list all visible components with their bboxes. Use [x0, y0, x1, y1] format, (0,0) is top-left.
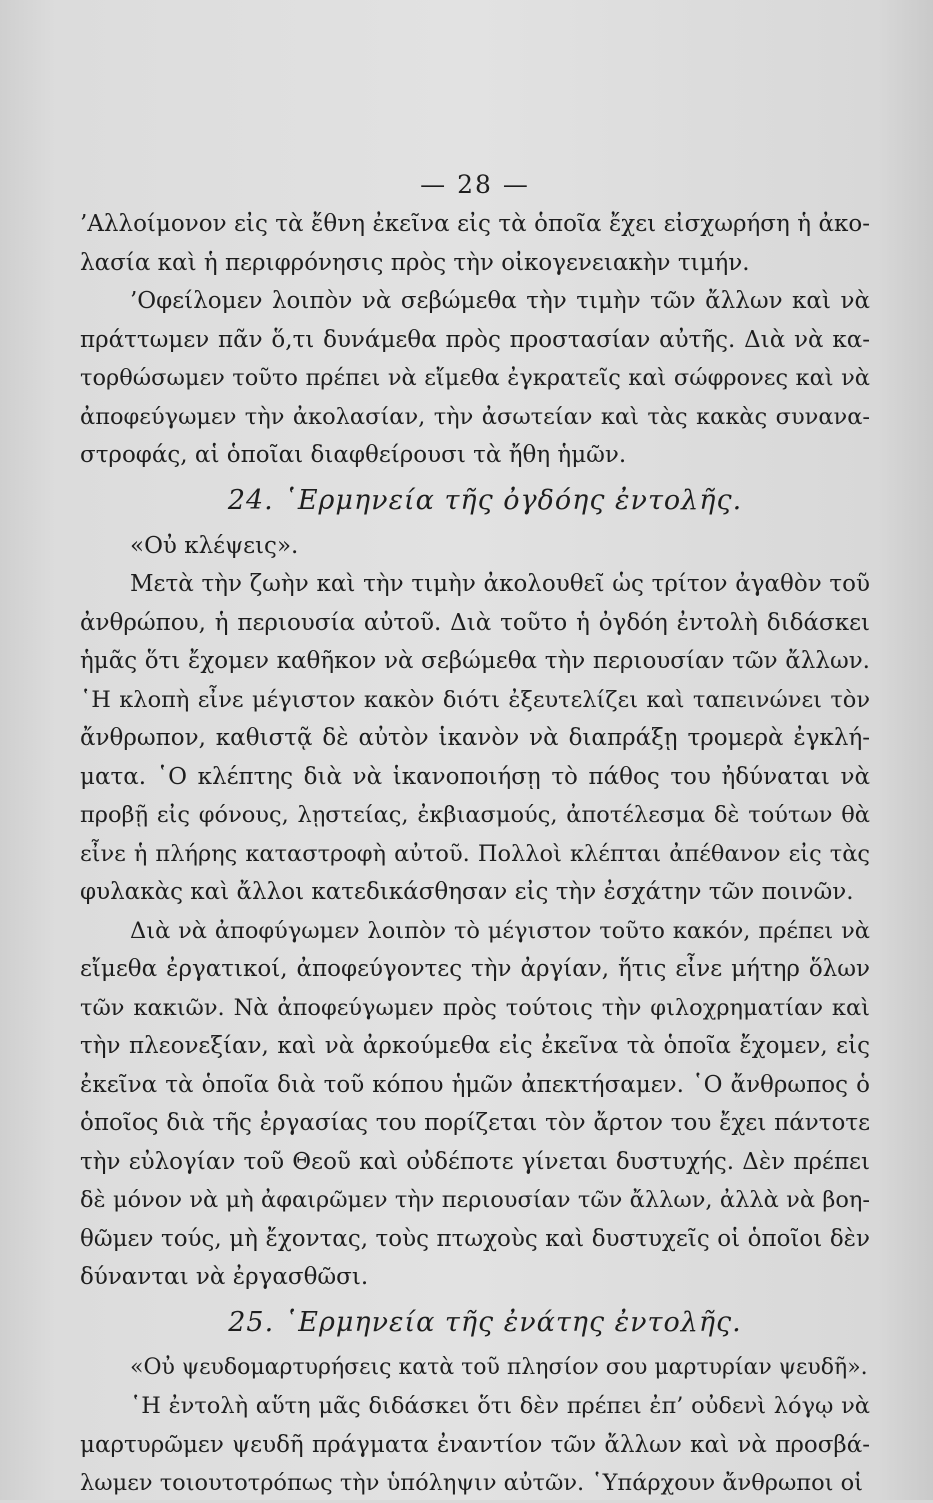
paragraph — [80, 205, 870, 282]
text-line: στροφάς, αἱ ὁποῖαι διαφθείρουσι τὰ ἤθη ἡμῶν. — [80, 442, 627, 468]
text-line: τὴν πλεονεξίαν, καὶ νὰ ἀρκούμεθα εἰς ἐκεῖνα τὰ ὁποῖα ἔχομεν, εἰς — [80, 1033, 870, 1059]
text-line: Μετὰ τὴν ζωὴν καὶ τὴν τιμὴν ἀκολουθεῖ ὡς τρίτον ἀγαθὸν τοῦ — [130, 571, 870, 597]
text-line: φυλακὰς καὶ ἄλλοι κατεδικάσθησαν εἰς τὴν ἐσχάτην τῶν ποινῶν. — [80, 879, 854, 905]
text-line: εἶνε ἡ πλήρης καταστροφὴ αὐτοῦ. Πολλοὶ κλέπται ἀπέθανον εἰς τὰς — [80, 840, 870, 867]
text-line: «Οὐ ψευδομαρτυρήσεις κατὰ τοῦ πλησίον σου μαρτυρίαν ψευδῆ». — [130, 1354, 868, 1380]
text-line: Διὰ νὰ ἀποφύγωμεν λοιπὸν τὸ μέγιστον τοῦτο κακόν, πρέπει νὰ — [130, 917, 870, 944]
text-line: τὴν εὐλογίαν τοῦ Θεοῦ καὶ οὐδέποτε γίνεται δυστυχής. Δὲν πρέπει — [80, 1148, 870, 1175]
text-line: ματα. ῾Ο κλέπτης διὰ νὰ ἱκανοποιήσῃ τὸ πάθος του ἠδύναται νὰ — [80, 763, 870, 790]
text-line: «Οὐ κλέψεις». — [130, 532, 299, 559]
page-content — [80, 170, 870, 1503]
text-line: πράττωμεν πᾶν ὅ,τι δυνάμεθα πρὸς προστασίαν αὐτῆς. Διὰ νὰ κα- — [80, 326, 870, 353]
text-line: τορθώσωμεν τοῦτο πρέπει νὰ εἴμεθα ἐγκρατεῖς καὶ σώφρονες καὶ νὰ — [80, 365, 870, 391]
text-line: ἀποφεύγωμεν τὴν ἀκολασίαν, τὴν ἀσωτείαν καὶ τὰς κακὰς συνανα- — [80, 403, 870, 430]
text-line: ’Οφείλομεν λοιπὸν νὰ σεβώμεθα τὴν τιμὴν τῶν ἄλλων καὶ νὰ — [130, 288, 870, 314]
text-line: τῶν κακιῶν. Νὰ ἀποφεύγωμεν πρὸς τούτοις τὴν φιλοχρηματίαν καὶ — [80, 994, 870, 1021]
text-line: μαρτυρῶμεν ψευδῆ πράγματα ἐναντίον τῶν ἄλλων καὶ νὰ προσβά- — [80, 1431, 870, 1458]
text-line: ῾Η κλοπὴ εἶνε μέγιστον κακὸν διότι ἐξευτελίζει καὶ ταπεινώνει τὸν — [80, 686, 870, 713]
paragraph — [80, 282, 870, 475]
paragraph — [80, 565, 870, 912]
page-number: — 28 — — [420, 170, 530, 199]
paragraph — [80, 912, 870, 1297]
text-line: ἡμᾶς ὅτι ἔχομεν καθῆκον νὰ σεβώμεθα τὴν περιουσίαν τῶν ἄλλων. — [80, 648, 870, 674]
text-line: ἄνθρωπον, καθιστᾷ δὲ αὐτὸν ἱκανὸν νὰ διαπράξῃ τρομερὰ ἐγκλή- — [80, 725, 870, 751]
text-line: δύνανται νὰ ἐργασθῶσι. — [80, 1264, 369, 1290]
text-line: ῾Η ἐντολὴ αὕτη μᾶς διδάσκει ὅτι δὲν πρέπει ἐπ’ οὐδενὶ λόγῳ νὰ — [130, 1393, 870, 1419]
text-line: δὲ μόνον νὰ μὴ ἀφαιρῶμεν τὴν περιουσίαν τῶν ἄλλων, ἀλλὰ νὰ βοη- — [80, 1187, 870, 1213]
text-line: προβῇ εἰς φόνους, λῃστείας, ἐκβιασμούς, ἀποτέλεσμα δὲ τούτων θὰ — [80, 802, 870, 828]
text-line: λασία καὶ ἡ περιφρόνησις πρὸς τὴν οἰκογενειακὴν τιμήν. — [80, 249, 750, 276]
text-line: ἀνθρώπου, ἡ περιουσία αὐτοῦ. Διὰ τοῦτο ἡ ὀγδόη ἐντολὴ διδάσκει — [80, 609, 870, 636]
section-heading: 24. ῾Ερμηνεία τῆς ὀγδόης ἐντολῆς. — [227, 484, 743, 516]
body-text — [80, 205, 870, 1503]
text-line: εἴμεθα ἐργατικοί, ἀποφεύγοντες τὴν ἀργίαν, ἥτις εἶνε μήτηρ ὅλων — [80, 956, 870, 982]
paragraph — [80, 1387, 870, 1503]
text-line: ’Αλλοίμονον εἰς τὰ ἔθνη ἐκεῖνα εἰς τὰ ὁποῖα ἔχει εἰσχωρήση ἡ ἀκο- — [80, 211, 870, 237]
text-line: θῶμεν τούς, μὴ ἔχοντας, τοὺς πτωχοὺς καὶ δυστυχεῖς οἱ ὁποῖοι δὲν — [80, 1225, 870, 1252]
paragraph — [80, 527, 870, 566]
paragraph — [80, 1349, 870, 1388]
text-line: λωμεν τοιουτοτρόπως τὴν ὑπόληψιν αὐτῶν. ῾Υπάρχουν ἄνθρωποι οἱ — [80, 1470, 863, 1496]
text-line: ἐκεῖνα τὰ ὁποῖα διὰ τοῦ κόπου ἡμῶν ἀπεκτήσαμεν. ῾Ο ἄνθρωπος ὁ — [80, 1071, 870, 1098]
section-heading: 25. ῾Ερμηνεία τῆς ἐνάτης ἐντολῆς. — [228, 1306, 742, 1338]
text-line: ὁποῖος διὰ τῆς ἐργασίας του πορίζεται τὸν ἄρτον του ἔχει πάντοτε — [80, 1110, 870, 1136]
